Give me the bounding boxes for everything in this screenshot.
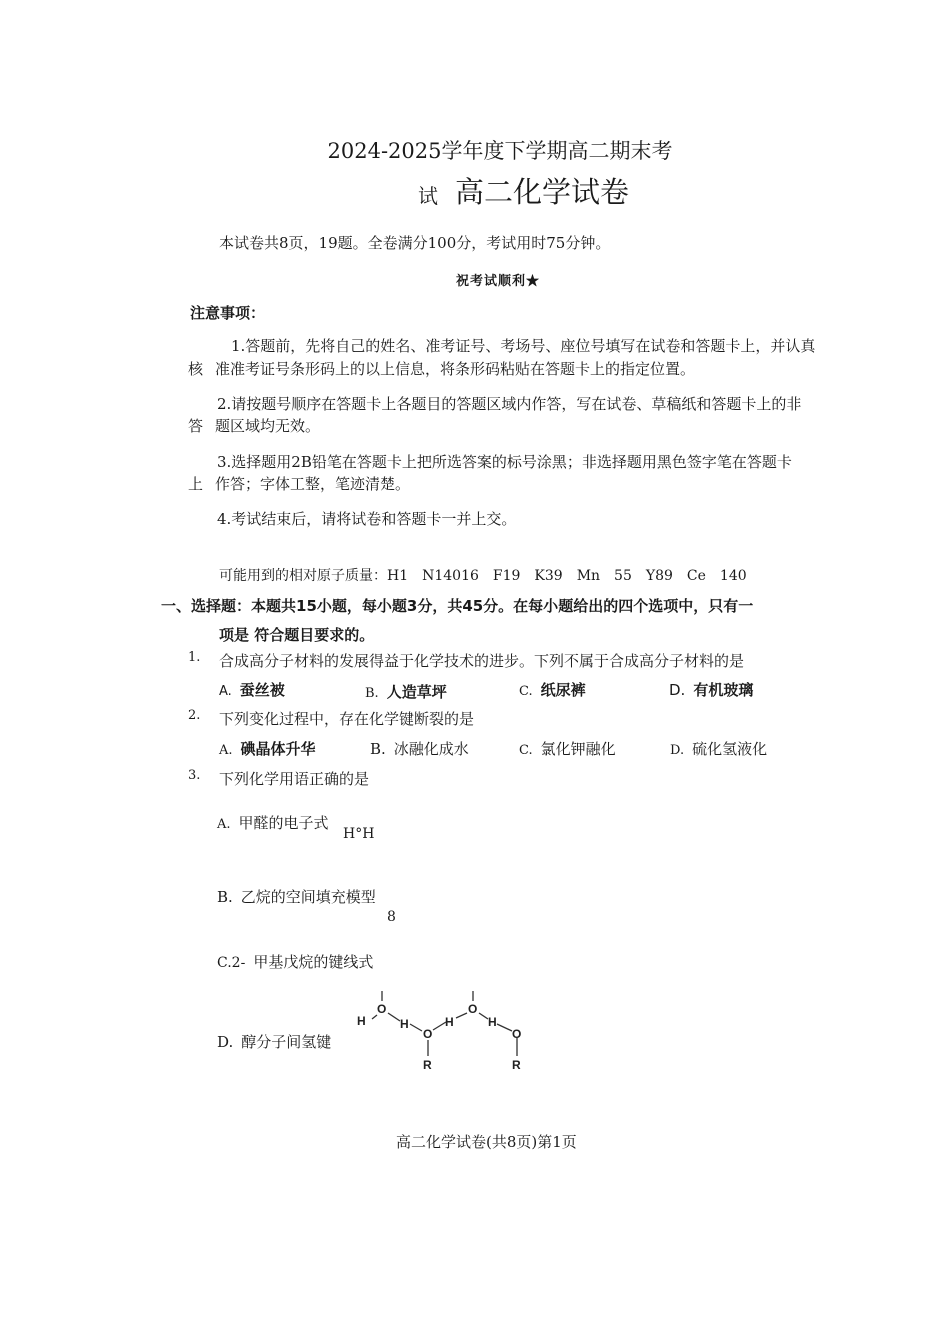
option-text: 蚕丝被 — [239, 681, 285, 699]
hbond-label: R — [512, 1058, 521, 1072]
hbond-label: R — [423, 1058, 432, 1072]
question-2-option-a — [219, 738, 316, 759]
option-key: B. — [217, 888, 233, 906]
option-text: 甲醛的电子式 — [238, 814, 329, 832]
question-1-option-c — [519, 679, 586, 700]
question-1-number: 1. — [188, 650, 201, 665]
option-key: D. — [217, 1033, 234, 1051]
question-1-stem: 合成高分子材料的发展得益于化学技术的进步。下列不属于合成高分子材料的是 — [219, 652, 745, 670]
option-text: 人造草坪 — [386, 683, 447, 701]
notice-item-3-line2: 作答；字体工整，笔迹清楚。 — [215, 475, 411, 493]
notice-item-2-line2-prefix: 答 — [188, 417, 204, 435]
hbond-label: H — [357, 1014, 366, 1028]
question-1-option-d — [669, 679, 753, 700]
exam-info: 本试卷共8页，19题。全卷满分100分，考试用时75分钟。 — [219, 234, 611, 252]
hbond-label: H — [400, 1017, 409, 1031]
option-text: 甲基戊烷的键线式 — [253, 953, 374, 971]
option-key: C.2- — [217, 955, 246, 971]
question-1-option-b — [365, 681, 447, 702]
option-text: 醇分子间氢键 — [241, 1033, 332, 1051]
section1-heading-line1: 一、选择题：本题共15小题，每小题3分，共45分。在每小题给出的四个选项中，只有一 — [161, 597, 754, 615]
exam-title-line2-prefix: 试 — [418, 184, 438, 208]
hbond-label: H — [445, 1015, 454, 1029]
good-luck-text: 祝考试顺利★ — [456, 274, 541, 289]
question-2-number: 2. — [188, 708, 201, 723]
notice-item-3-line2-prefix: 上 — [188, 475, 204, 493]
hbond-label: O — [423, 1027, 433, 1041]
option-text: 乙烷的空间填充模型 — [240, 888, 376, 906]
option-key: B. — [370, 740, 386, 758]
option-text: 碘晶体升华 — [240, 740, 316, 758]
question-3-number: 3. — [188, 768, 201, 783]
notice-item-2-line1: 2.请按题号顺序在答题卡上各题目的答题区域内作答，写在试卷、草稿纸和答题卡上的非 — [217, 395, 802, 413]
hbond-label: O — [377, 1002, 387, 1016]
notice-item-3-line1: 3.选择题用2B铅笔在答题卡上把所选答案的标号涂黑；非选择题用黑色签字笔在答题卡 — [217, 453, 792, 471]
formaldehyde-electron-formula: H°H — [343, 826, 375, 842]
question-2-option-d — [670, 738, 767, 759]
notice-item-4: 4.考试结束后，请将试卷和答题卡一并上交。 — [217, 510, 517, 528]
hbond-label: O — [468, 1002, 478, 1016]
question-1-option-a — [219, 679, 285, 700]
notice-item-1-line2: 准准考证号条形码上的以上信息，将条形码粘贴在答题卡上的指定位置。 — [215, 360, 696, 378]
notice-item-1-line2-prefix: 核 — [188, 360, 204, 378]
notice-heading: 注意事项： — [190, 304, 266, 322]
option-key: A. — [219, 684, 232, 699]
exam-title-line2: 高二化学试卷 — [455, 175, 630, 209]
question-3-option-b — [217, 886, 376, 907]
option-text: 硫化氢液化 — [692, 740, 768, 758]
option-key: C. — [519, 684, 533, 699]
question-3-option-c — [217, 951, 373, 972]
ethane-model-placeholder: 8 — [387, 909, 396, 925]
notice-item-2-line2: 题区域均无效。 — [215, 417, 321, 435]
question-2-option-c — [519, 738, 616, 759]
option-key: D. — [670, 743, 685, 758]
question-3-option-a — [217, 812, 329, 833]
option-text: 氯化钾融化 — [540, 740, 616, 758]
question-3-stem: 下列化学用语正确的是 — [219, 770, 370, 788]
hbond-label: O — [512, 1027, 522, 1041]
alcohol-hydrogen-bond-diagram — [352, 986, 542, 1076]
question-2-option-b — [370, 738, 469, 759]
page-footer: 高二化学试卷(共8页)第1页 — [396, 1133, 577, 1151]
option-key: B. — [365, 686, 379, 701]
option-text: 冰融化成水 — [393, 740, 469, 758]
option-text: 纸尿裤 — [540, 681, 586, 699]
exam-title-line1: 2024-2025学年度下学期高二期末考 — [327, 139, 673, 163]
option-key: A. — [219, 743, 233, 758]
option-key: D. — [669, 681, 686, 699]
section1-heading-line2: 项是 符合题目要求的。 — [219, 626, 375, 644]
hbond-label: H — [488, 1015, 497, 1029]
option-key: C. — [519, 743, 533, 758]
notice-item-1-line1: 1.答题前，先将自己的姓名、准考证号、考场号、座位号填写在试卷和答题卡上，并认真 — [231, 337, 816, 355]
atomic-mass-line: 可能用到的相对原子质量：H1 N14016 F19 K39 Mn 55 Y89 Ce 140 — [219, 568, 747, 584]
option-key: A. — [217, 817, 231, 832]
question-2-stem: 下列变化过程中，存在化学键断裂的是 — [219, 710, 475, 728]
question-3-option-d — [217, 1031, 331, 1052]
option-text: 有机玻璃 — [693, 681, 754, 699]
